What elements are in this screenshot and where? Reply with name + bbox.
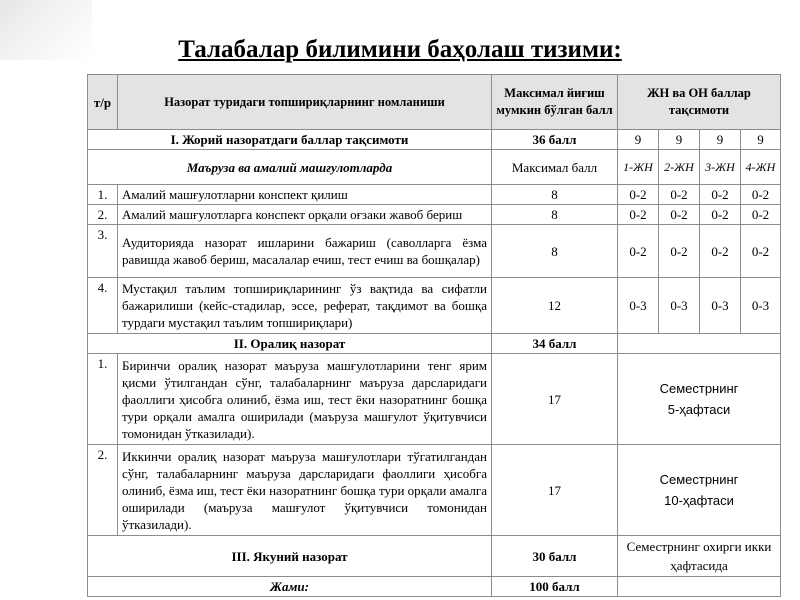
section3-title: III. Якуний назорат bbox=[88, 536, 492, 577]
row-max: 8 bbox=[492, 225, 618, 278]
subheader-row bbox=[88, 150, 781, 185]
table-row bbox=[88, 445, 781, 536]
row-text: Аудиторияда назорат ишларини бажариш (саволларга ёзма равишда жавоб бериш, масалалар ечиш, тест ечиш ва бошқалар) bbox=[118, 225, 492, 278]
row-num: 2. bbox=[88, 205, 118, 225]
row-week bbox=[618, 354, 781, 445]
row-text: Биринчи оралиқ назорат маъруза машғулотларини тенг ярим қисми ўтилгандан сўнг, талабаларнинг маъруза дарсларидаги фаоллиги ҳисобга олиниб, ёзма иш, тест ёки назоратнинг бошқа тури орқали амалга оширилади (маъруза машғулот ўқитувчиси томонидан ўтказилади). bbox=[118, 354, 492, 445]
row-num: 1. bbox=[88, 354, 118, 445]
row-jn: 0-2 bbox=[659, 225, 700, 278]
section1-jn3: 9 bbox=[700, 130, 741, 150]
header-name: Назорат туридаги топшириқларнинг номланиши bbox=[118, 75, 492, 130]
row-jn: 0-3 bbox=[659, 278, 700, 334]
section1-jn1: 9 bbox=[618, 130, 659, 150]
row-jn: 0-2 bbox=[618, 185, 659, 205]
row-jn: 0-2 bbox=[741, 205, 781, 225]
row-max: 8 bbox=[492, 205, 618, 225]
section2-empty bbox=[618, 334, 781, 354]
section1-jn4: 9 bbox=[741, 130, 781, 150]
section1-title: I. Жорий назоратдаги баллар тақсимоти bbox=[88, 130, 492, 150]
row-max: 17 bbox=[492, 354, 618, 445]
section1-total: 36 балл bbox=[492, 130, 618, 150]
section3-total: 30 балл bbox=[492, 536, 618, 577]
section3-note: Семестрнинг охирги икки ҳафтасида bbox=[618, 536, 781, 577]
row-text: Иккинчи оралиқ назорат маъруза машғулотлари тўгатилгандан сўнг, талабаларнинг маъруза дарсларидаги фаоллиги ҳисобга олиниб, ёзма иш, тест ёки назоратнинг бошқа тури орқали амалга оширилади (маъруза машғулот ўқитувчиси томонидан ўтказилади). bbox=[118, 445, 492, 536]
table-row bbox=[88, 354, 781, 445]
row-jn: 0-2 bbox=[659, 205, 700, 225]
row-jn: 0-2 bbox=[700, 185, 741, 205]
section2-row bbox=[88, 334, 781, 354]
jn-label-2: 2-ЖН bbox=[659, 150, 700, 185]
row-num: 2. bbox=[88, 445, 118, 536]
row-num: 3. bbox=[88, 225, 118, 278]
total-label: Жами: bbox=[88, 577, 492, 597]
total-row bbox=[88, 577, 781, 597]
row-week bbox=[618, 445, 781, 536]
row-max: 8 bbox=[492, 185, 618, 205]
row-jn: 0-2 bbox=[700, 225, 741, 278]
row-jn: 0-2 bbox=[700, 205, 741, 225]
header-dist: ЖН ва ОН баллар тақсимоти bbox=[618, 75, 781, 130]
table-header-row bbox=[88, 75, 781, 130]
row-text: Амалий машғулотларга конспект орқали оғзаки жавоб бериш bbox=[118, 205, 492, 225]
total-empty bbox=[618, 577, 781, 597]
section2-title: II. Оралиқ назорат bbox=[88, 334, 492, 354]
header-max: Максимал йиғиш мумкин бўлган балл bbox=[492, 75, 618, 130]
row-jn: 0-2 bbox=[618, 205, 659, 225]
header-num: т/р bbox=[88, 75, 118, 130]
jn-label-1: 1-ЖН bbox=[618, 150, 659, 185]
table-row bbox=[88, 278, 781, 334]
row-text: Амалий машғулотларни конспект қилиш bbox=[118, 185, 492, 205]
total-value: 100 балл bbox=[492, 577, 618, 597]
jn-label-3: 3-ЖН bbox=[700, 150, 741, 185]
subheader-max-label: Максимал балл bbox=[492, 150, 618, 185]
row-jn: 0-3 bbox=[700, 278, 741, 334]
week-line: 10-ҳафтаси bbox=[664, 493, 734, 508]
section1-jn2: 9 bbox=[659, 130, 700, 150]
week-line: 5-ҳафтаси bbox=[667, 402, 731, 417]
jn-label-4: 4-ЖН bbox=[741, 150, 781, 185]
row-max: 12 bbox=[492, 278, 618, 334]
grading-table bbox=[87, 74, 781, 597]
section2-total: 34 балл bbox=[492, 334, 618, 354]
row-num: 1. bbox=[88, 185, 118, 205]
row-jn: 0-2 bbox=[741, 225, 781, 278]
row-max: 17 bbox=[492, 445, 618, 536]
row-jn: 0-2 bbox=[741, 185, 781, 205]
subheader-title: Маъруза ва амалий машғулотларда bbox=[88, 150, 492, 185]
table-row bbox=[88, 205, 781, 225]
row-jn: 0-2 bbox=[659, 185, 700, 205]
table-row bbox=[88, 185, 781, 205]
row-jn: 0-3 bbox=[618, 278, 659, 334]
section1-row bbox=[88, 130, 781, 150]
section3-row bbox=[88, 536, 781, 577]
week-line: Семестрнинг bbox=[659, 472, 739, 487]
table-row bbox=[88, 225, 781, 278]
row-jn: 0-2 bbox=[618, 225, 659, 278]
week-line: Семестрнинг bbox=[659, 381, 739, 396]
page-title: Талабалар билимини баҳолаш тизими: bbox=[178, 36, 622, 63]
row-text: Мустақил таълим топшириқларининг ўз вақтида ва сифатли бажарилиши (кейс-стадилар, эссе, реферат, тақдимот ва бошқа турдаги мустақил таълим топшириқлари) bbox=[118, 278, 492, 334]
row-jn: 0-3 bbox=[741, 278, 781, 334]
row-num: 4. bbox=[88, 278, 118, 334]
